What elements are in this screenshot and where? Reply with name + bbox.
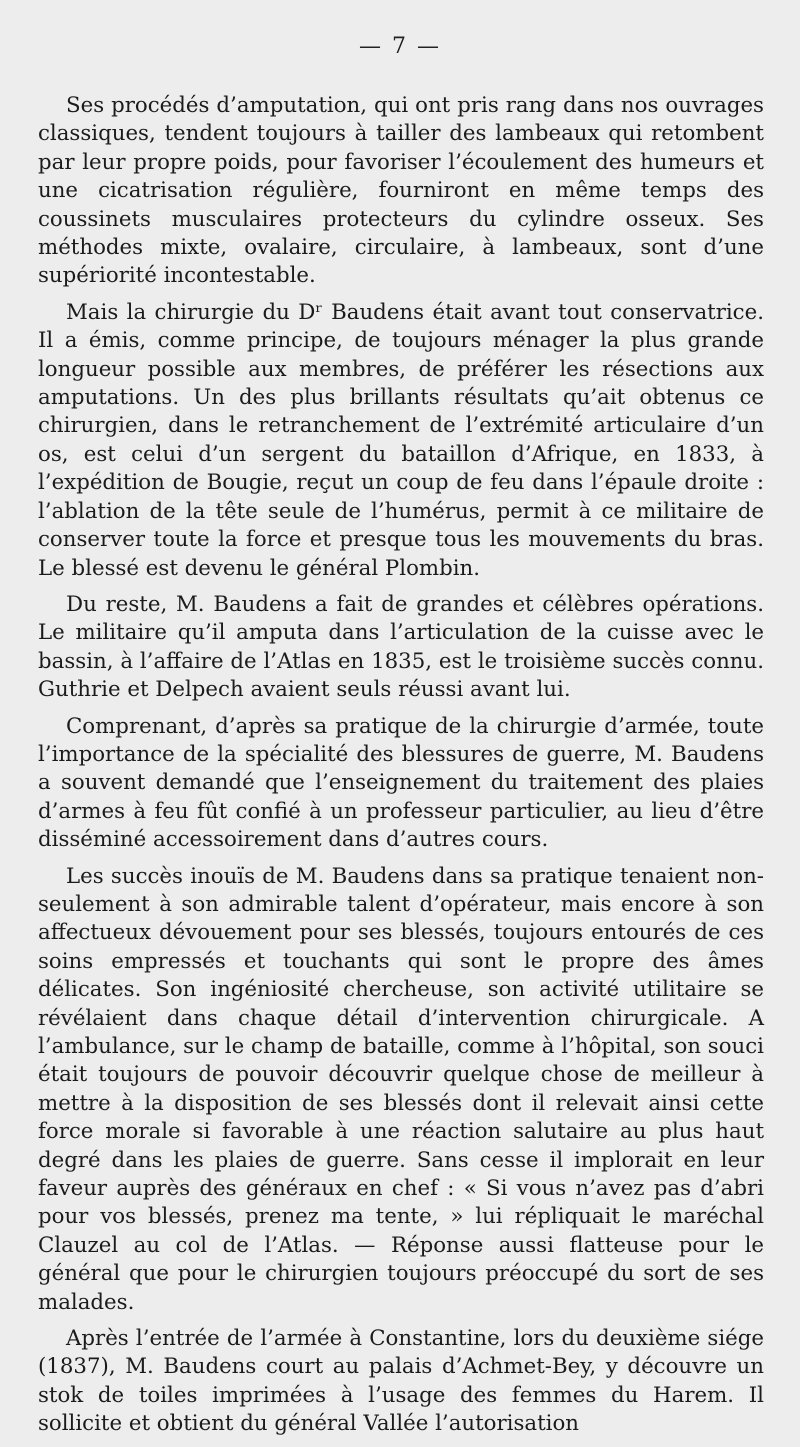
paragraph: Comprenant, d’après sa pratique de la chirurgie d’armée, toute l’importance de la spécialité des blessures de guerre, M. Baudens a souvent demandé que l’enseignement du traitement des plaies d’armes à feu fût confié à un professeur particulier, au lieu d’être disséminé accessoirement dans d’autres cours. xyxy=(38,713,764,853)
paragraph: Du reste, M. Baudens a fait de grandes et célèbres opérations. Le militaire qu’il amputa dans l’articulation de la cuisse avec le bassin, à l’affaire de l’Atlas en 1835, est le troisième succès connu. Guthrie et Delpech avaient seuls réussi avant lui. xyxy=(38,591,764,703)
page-number: — 7 — xyxy=(359,34,441,59)
paragraph: Les succès inouïs de M. Baudens dans sa pratique tenaient non-seulement à son admirable talent d’opérateur, mais encore à son affectueux dévouement pour ses blessés, toujours entourés de ces soins empressés et touchants qui sont le propre des âmes délicates. Son ingéniosité chercheuse, son activité utilitaire se révélaient dans chaque détail d’intervention chirurgicale. A l’ambulance, sur le champ de bataille, comme à l’hôpital, son souci était toujours de pouvoir découvrir quelque chose de meilleur à mettre à la disposition de ses blessés dont il relevait ainsi cette force morale si favorable à une réaction salutaire au plus haut degré dans les plaies de guerre. Sans cesse il implorait en leur faveur auprès des généraux en chef : « Si vous n’avez pas d’abri pour vos blessés, prenez ma tente, » lui répliquait le maréchal Clauzel au col de l’Atlas. — Réponse aussi flatteuse pour le général que pour le chirurgien toujours préoccupé du sort de ses malades. xyxy=(38,863,764,1315)
paragraph: Ses procédés d’amputation, qui ont pris rang dans nos ouvrages classiques, tendent toujours à tailler des lambeaux qui retombent par leur propre poids, pour favoriser l’écoulement des humeurs et une cicatrisation régulière, fourniront en même temps des coussinets musculaires protecteurs du cylindre osseux. Ses méthodes mixte, ovalaire, circulaire, à lambeaux, sont d’une supériorité incontestable. xyxy=(38,93,764,289)
paragraph: Mais la chirurgie du Dʳ Baudens était avant tout conservatrice. Il a émis, comme principe, de toujours ménager la plus grande longueur possible aux membres, de préférer les résections aux amputations. Un des plus brillants résultats qu’ait obtenus ce chirurgien, dans le retranchement de l’extrémité articulaire d’un os, est celui d’un sergent du bataillon d’Afrique, en 1833, à l’expédition de Bougie, reçut un coup de feu dans l’épaule droite : l’ablation de la tête seule de l’humérus, permit à ce militaire de conserver toute la force et presque tous les mouvements du bras. Le blessé est devenu le général Plombin. xyxy=(38,299,764,581)
body-text xyxy=(38,92,764,1439)
paragraph: Après l’entrée de l’armée à Constantine, lors du deuxième siége (1837), M. Baudens court au palais d’Achmet-Bey, y découvre un stok de toiles imprimées à l’usage des femmes du Harem. Il sollicite et obtient du général Vallée l’autorisation xyxy=(38,1326,764,1437)
